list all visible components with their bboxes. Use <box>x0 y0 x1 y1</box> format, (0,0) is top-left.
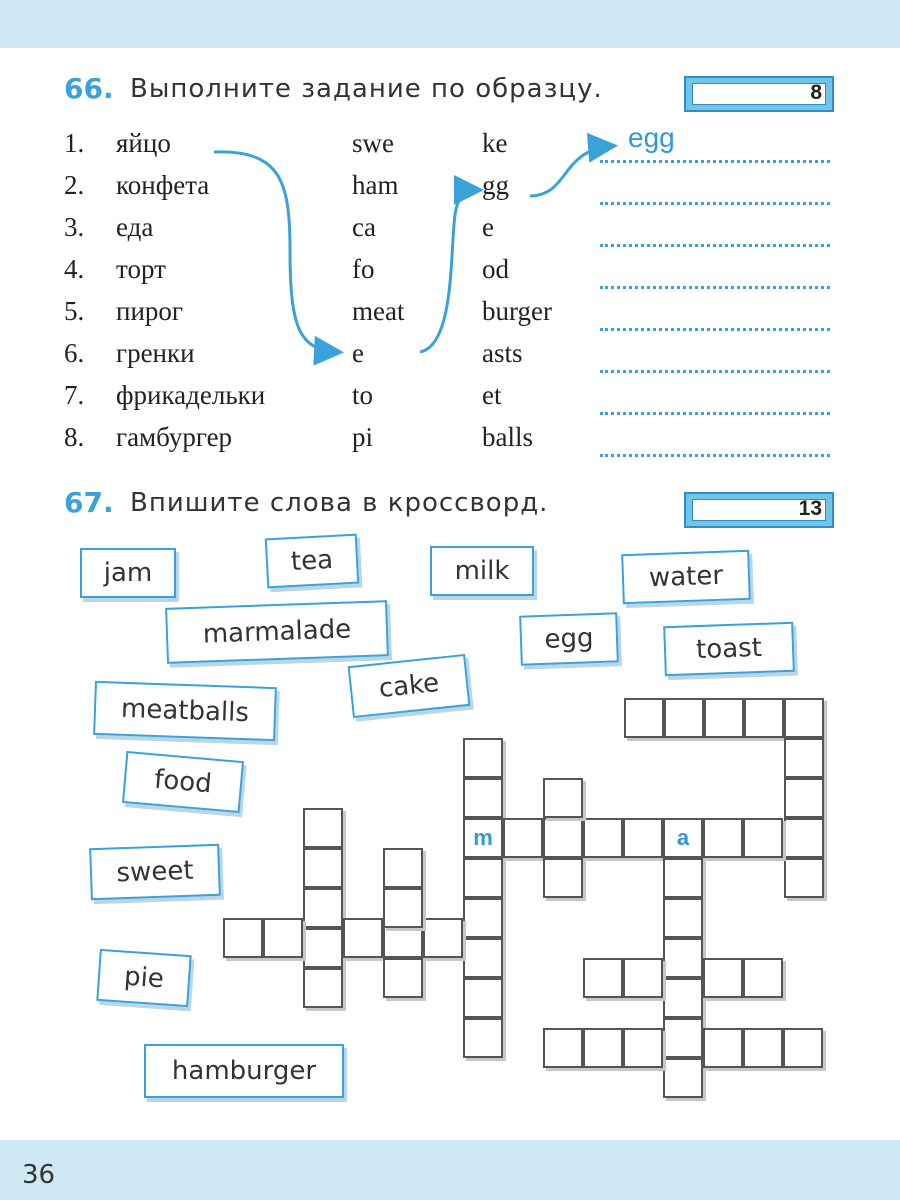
sample-answer: egg <box>628 122 675 153</box>
word-end: burger <box>482 296 552 326</box>
crossword-cell[interactable] <box>263 918 303 958</box>
crossword-cell[interactable] <box>463 778 503 818</box>
crossword-cell[interactable] <box>664 698 704 738</box>
crossword-cell[interactable] <box>784 698 824 738</box>
exercise-67-score-box <box>684 492 834 528</box>
word-start: fo <box>352 254 375 284</box>
crossword-cell[interactable] <box>744 698 784 738</box>
word-end: asts <box>482 338 523 368</box>
crossword-cell[interactable] <box>543 858 583 898</box>
crossword-cell[interactable] <box>783 1028 823 1068</box>
word-end: et <box>482 380 502 410</box>
word-card-water[interactable]: water <box>621 550 751 604</box>
word-start: e <box>352 338 364 368</box>
word-card-tea[interactable]: tea <box>265 534 359 589</box>
row-number: 3. <box>64 212 85 242</box>
crossword-cell[interactable] <box>383 848 423 888</box>
crossword-cell[interactable] <box>663 938 703 978</box>
russian-word: яйцо <box>116 128 171 158</box>
row-number: 8. <box>64 422 85 452</box>
crossword-cell[interactable] <box>703 818 743 858</box>
crossword-cell[interactable] <box>704 698 744 738</box>
row-number: 1. <box>64 128 85 158</box>
word-card-food[interactable]: food <box>122 751 244 813</box>
crossword-letter: m <box>473 825 493 850</box>
crossword-cell[interactable] <box>663 898 703 938</box>
crossword-cell[interactable] <box>743 1028 783 1068</box>
word-card-meatballs[interactable]: meatballs <box>93 681 277 741</box>
crossword-cell[interactable] <box>623 958 663 998</box>
crossword-cell[interactable] <box>543 1028 583 1068</box>
crossword-cell[interactable] <box>663 1018 703 1058</box>
crossword-cell[interactable] <box>303 968 343 1008</box>
crossword-cell[interactable] <box>663 1058 703 1098</box>
crossword-cell[interactable] <box>784 738 824 778</box>
word-card-sweet[interactable]: sweet <box>89 844 221 901</box>
crossword-cell[interactable] <box>303 808 343 848</box>
word-end: gg <box>482 170 509 200</box>
word-card-hamburger[interactable]: hamburger <box>144 1044 344 1098</box>
crossword-cell[interactable] <box>303 888 343 928</box>
word-start: pi <box>352 422 374 452</box>
word-card-milk[interactable]: milk <box>430 546 534 596</box>
bottom-band <box>0 1140 900 1200</box>
crossword-cell[interactable] <box>583 958 623 998</box>
crossword-cell[interactable] <box>503 818 543 858</box>
crossword-cell[interactable] <box>583 1028 623 1068</box>
word-end: e <box>482 212 494 242</box>
crossword-cell[interactable] <box>383 958 423 998</box>
russian-word: фрикадельки <box>116 380 266 410</box>
crossword-cell[interactable] <box>624 698 664 738</box>
word-start: to <box>352 380 374 410</box>
crossword-cell[interactable] <box>703 958 743 998</box>
crossword-cell[interactable] <box>303 848 343 888</box>
word-start: swe <box>352 128 394 158</box>
row-number: 7. <box>64 380 85 410</box>
word-card-toast[interactable]: toast <box>663 622 795 677</box>
row-number: 4. <box>64 254 85 284</box>
crossword-cell[interactable] <box>663 818 703 858</box>
crossword-cell[interactable] <box>663 858 703 898</box>
exercise-67-points: 13 <box>798 497 822 520</box>
crossword-cell[interactable] <box>743 958 783 998</box>
russian-word: торт <box>116 254 166 284</box>
crossword-cell[interactable] <box>703 1028 743 1068</box>
russian-word: гренки <box>116 338 195 368</box>
word-end: balls <box>482 422 533 452</box>
crossword-cell[interactable] <box>463 1018 503 1058</box>
crossword-cell[interactable] <box>663 978 703 1018</box>
crossword-cell[interactable] <box>223 918 263 958</box>
russian-word: пирог <box>116 296 183 326</box>
row-number: 6. <box>64 338 85 368</box>
word-end: od <box>482 254 509 284</box>
exercise-66-title: Выполните задание по образцу. <box>130 74 603 104</box>
word-card-egg[interactable]: egg <box>519 612 619 665</box>
page-number: 36 <box>22 1160 56 1190</box>
crossword-cell[interactable] <box>583 818 623 858</box>
exercise-67-number: 67. <box>64 486 114 519</box>
crossword-cell[interactable] <box>743 818 783 858</box>
crossword-cell[interactable] <box>383 888 423 928</box>
crossword-cell[interactable] <box>543 818 583 858</box>
crossword-cell[interactable] <box>784 818 824 858</box>
word-card-jam[interactable]: jam <box>80 548 176 598</box>
crossword-cell[interactable] <box>784 858 824 898</box>
russian-word: конфета <box>116 170 210 200</box>
word-card-cake[interactable]: cake <box>348 654 471 718</box>
word-end: ke <box>482 128 508 158</box>
crossword-cell[interactable] <box>543 778 583 818</box>
exercise-67-title: Впишите слова в кроссворд. <box>130 488 549 518</box>
crossword-cell[interactable] <box>623 1028 663 1068</box>
crossword-cell[interactable] <box>463 858 503 898</box>
word-start: meat <box>352 296 405 326</box>
exercise-66-points: 8 <box>810 81 822 104</box>
exercise-66-number: 66. <box>64 72 114 105</box>
crossword-cell[interactable] <box>463 938 503 978</box>
row-number: 2. <box>64 170 85 200</box>
russian-word: гамбургер <box>116 422 233 452</box>
crossword-cell[interactable] <box>423 918 463 958</box>
row-number: 5. <box>64 296 85 326</box>
crossword-letter: a <box>676 825 690 850</box>
crossword-cell[interactable] <box>463 818 503 858</box>
crossword-cell[interactable] <box>303 928 343 968</box>
word-card-marmalade[interactable]: marmalade <box>165 600 389 664</box>
crossword-cell[interactable] <box>784 778 824 818</box>
crossword-cell[interactable] <box>463 978 503 1018</box>
crossword-cell[interactable] <box>623 818 663 858</box>
russian-word: еда <box>116 212 154 242</box>
word-start: ham <box>352 170 399 200</box>
crossword-cell[interactable] <box>343 918 383 958</box>
word-start: ca <box>352 212 376 242</box>
crossword-cell[interactable] <box>463 738 503 778</box>
word-card-pie[interactable]: pie <box>96 949 191 1007</box>
crossword-cell[interactable] <box>463 898 503 938</box>
